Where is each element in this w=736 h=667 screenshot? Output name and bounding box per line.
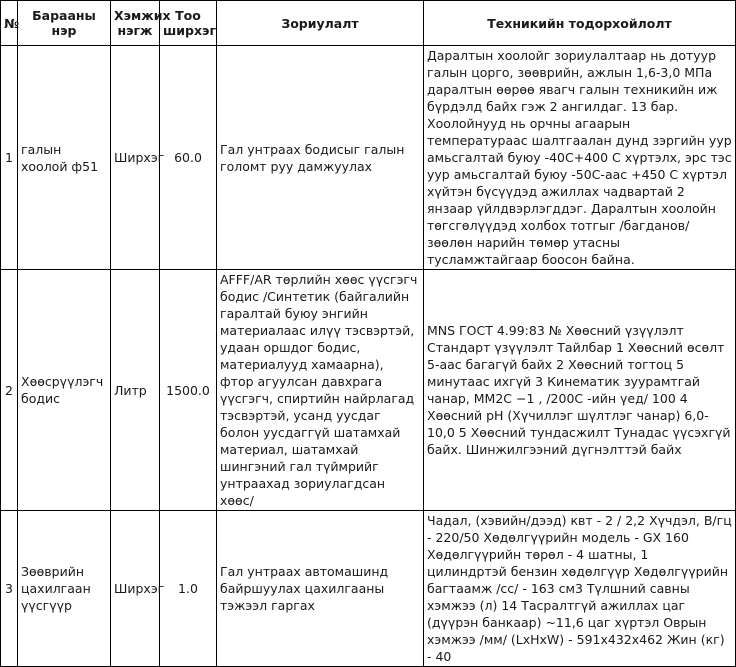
row-number: 2 (1, 270, 18, 511)
header-row (1, 1, 736, 46)
purpose: AFFF/AR төрлийн хөөс үүсгэгч бодис /Синтетик (байгалийн гаралтай буюу энгийн материалаас илүү тэсвэртэй, удаан оршдог бодис, материалууд хамаарна), фтор агуулсан давхрага үүсгэгч, спиртийн найрлагад тэсвэртэй, усанд уусдаг болон уусдаггүй шатамхай материал, шатамхай шингэний гал түймрийг унтраахад зориулагдсан хөөс/ (217, 270, 424, 511)
header-specs: Техникийн тодорхойлолт (424, 1, 736, 46)
unit: Литр (111, 270, 160, 511)
quantity: 1.0 (160, 511, 217, 667)
technical-specs: Даралтын хоолойг зориулалтаар нь дотуур галын цорго, зөөврийн, ажлын 1,6-3,0 МПа даралтын өөрөө явагч галын техникийн иж бүрдэлд байх гэж 2 ангилдаг. 13 бар. Хоолойнууд нь орчны агаарын температураас шалтгаалан дунд зэргийн уур амьсгалтай буюу -40С+400 С хүртэлх, эрс тэс уур амьсгалтай буюу -50С-аас +450 С хүртэл хүйтэн бүсүүдэд ажиллах чадвартай 2 янзаар үйлдвэрлэгддэг. Даралтын хоолойн төгсгөлүүдэд холбох тотгыг /багданов/ зөөлөн нарийн төмөр утасны тусламжтайгаар боосон байна. (424, 46, 736, 270)
header-product-name: Барааны нэр (18, 1, 111, 46)
table-row (1, 511, 736, 667)
product-name: Зөөврийн цахилгаан үүсгүүр (18, 511, 111, 667)
purpose: Гал унтраах автомашинд байршуулах цахилгааны тэжээл гаргах (217, 511, 424, 667)
quantity: 60.0 (160, 46, 217, 270)
purpose: Гал унтраах бодисыг галын голомт руу дамжуулах (217, 46, 424, 270)
unit: Ширхэг (111, 46, 160, 270)
technical-specs: MNS ГОСТ 4.99:83 № Хөөсний үзүүлэлт Стандарт үзүүлэлт Тайлбар 1 Хөөсний өсөлт 5-аас багагүй байх 2 Хөөсний тогтоц 5 минутаас ихгүй 3 Кинематик зуурамтгай чанар, ММ2С −1 , /200С -ийн үед/ 100 4 Хөөсний pH (Хүчиллэг шүлтлэг чанар) 6,0-10,0 5 Хөөсний тундасжилт Тунадас үүсэхгүй байх. Шинжилгээний дүгнэлттэй байх (424, 270, 736, 511)
row-number: 1 (1, 46, 18, 270)
unit: Ширхэг (111, 511, 160, 667)
table-row (1, 270, 736, 511)
header-purpose: Зориулалт (217, 1, 424, 46)
quantity: 1500.0 (160, 270, 217, 511)
product-name: галын хоолой ф51 (18, 46, 111, 270)
header-unit: Хэмжих нэгж (111, 1, 160, 46)
row-number: 3 (1, 511, 18, 667)
product-name: Хөөсрүүлэгч бодис (18, 270, 111, 511)
technical-specs: Чадал, (хэвийн/дээд) квт - 2 / 2,2 Хүчдэл, В/гц - 220/50 Хөдөлгүүрийн модель - GX 160 Хөдөлгүүрийн төрөл - 4 шатны, 1 цилиндртэй бензин хөдөлгүүр Хөдөлгүүрийн багтаамж /сс/ - 163 см3 Түлшний савны хэмжээ (л) 14 Тасралтгүй ажиллах цаг (дүүрэн банкаар) ~11,6 цаг хүртэл Оврын хэмжээ /мм/ (LxHxW) - 591х432х462 Жин (кг) - 40 (424, 511, 736, 667)
header-no: № (1, 1, 18, 46)
header-quantity: Тоо ширхэг (160, 1, 217, 46)
table-row (1, 46, 736, 270)
